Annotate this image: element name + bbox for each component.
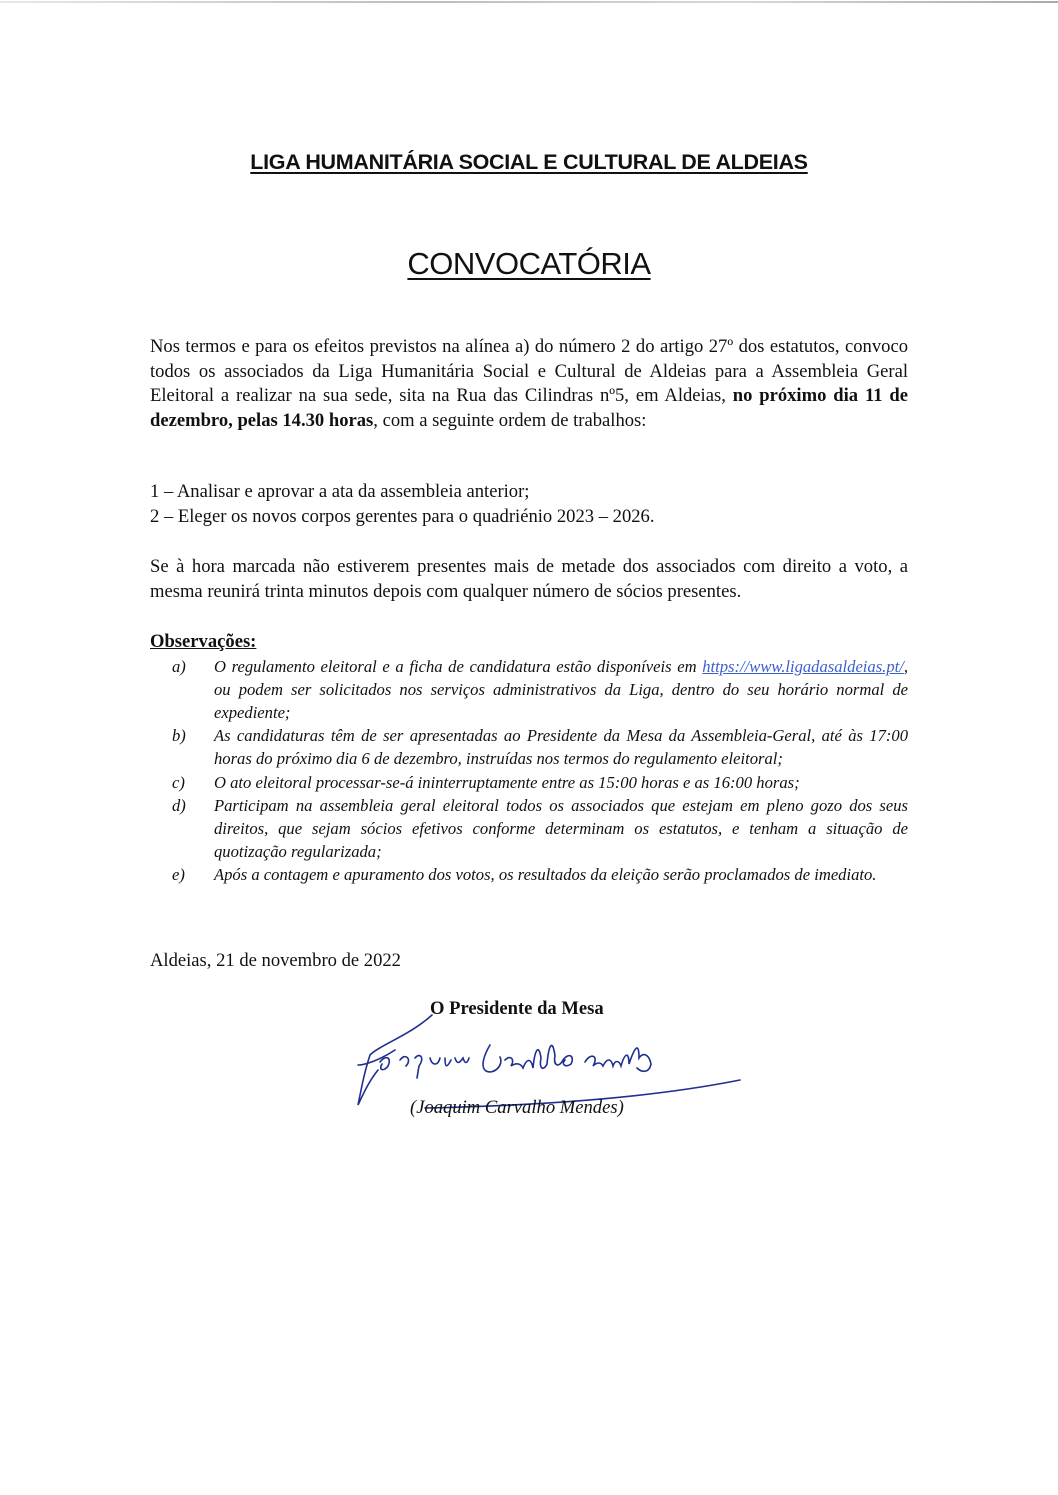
document-title: CONVOCATÓRIA xyxy=(407,246,651,281)
signature-stroke xyxy=(585,1048,651,1071)
observation-marker: e) xyxy=(172,865,185,885)
observation-text-start: O regulamento eleitoral e a ficha de candidatura estão disponíveis em xyxy=(214,656,703,676)
observations-heading: Observações: xyxy=(150,631,257,652)
scan-edge-line xyxy=(0,1,1058,3)
observations-list xyxy=(150,655,908,887)
observation-marker: b) xyxy=(172,726,186,746)
observation-text: Participam na assembleia geral eleitoral todos os associados que estejam em pleno gozo dos seus direitos, que sejam sócios efetivos conforme determinam os estatutos, e tenham a situação de quotização regularizada; xyxy=(214,795,908,862)
signature-stroke xyxy=(380,1056,469,1078)
signer-title: O Presidente da Mesa xyxy=(430,998,604,1019)
observation-item xyxy=(172,771,908,794)
place-and-date: Aldeias, 21 de novembro de 2022 xyxy=(150,950,401,971)
observation-text: As candidaturas têm de ser apresentadas ao Presidente da Mesa da Assembleia-Geral, até às 17:00 horas do próximo dia 6 de dezembro, instruídas nos termos do regulamento eleitoral; xyxy=(214,726,908,769)
observation-marker: a) xyxy=(172,656,186,676)
observation-text: O ato eleitoral processar-se-á ininterruptamente entre as 15:00 horas e as 16:00 horas; xyxy=(214,772,800,792)
agenda-list xyxy=(150,480,908,529)
website-link[interactable]: https://www.ligadasaldeias.pt/ xyxy=(702,656,904,676)
observation-text: Após a contagem e apuramento dos votos, os resultados da eleição serão proclamados de imediato. xyxy=(214,865,877,885)
observations-section xyxy=(150,630,908,887)
agenda-item: 2 – Eleger os novos corpos gerentes para o quadriénio 2023 – 2026. xyxy=(150,505,655,527)
observation-marker: d) xyxy=(172,795,186,815)
meeting-date-time: no próximo dia 11 de dezembro, pelas 14.30 horas xyxy=(150,385,908,431)
observation-item xyxy=(172,794,908,864)
intro-text-end: , com a seguinte ordem de trabalhos: xyxy=(373,409,647,431)
organization-title: LIGA HUMANITÁRIA SOCIAL E CULTURAL DE ALDEIAS xyxy=(250,150,808,174)
observation-text xyxy=(214,655,908,725)
observation-marker: c) xyxy=(172,772,185,792)
intro-paragraph xyxy=(150,335,908,433)
observation-text-end: , ou podem ser solicitados nos serviços administrativos da Liga, dentro do seu horário normal de expediente; xyxy=(214,656,908,722)
quorum-paragraph: Se à hora marcada não estiverem presentes mais de metade dos associados com direito a voto, a mesma reunirá trinta minutos depois com qualquer número de sócios presentes. xyxy=(150,556,908,602)
observation-item xyxy=(172,724,908,770)
observation-item xyxy=(172,863,908,886)
signature-stroke xyxy=(358,1015,432,1105)
agenda-item: 1 – Analisar e aprovar a ata da assembleia anterior; xyxy=(150,481,530,502)
signature-stroke xyxy=(483,1045,572,1072)
observation-item xyxy=(172,655,908,725)
signer-name: (Joaquim Carvalho Mendes) xyxy=(410,1097,624,1118)
intro-text: Nos termos e para os efeitos previstos na alínea a) do número 2 do artigo 27º dos estatutos, convoco todos os associados da Liga Humanitária Social e Cultural de Aldeias para a Assembleia Geral Eleitoral a realizar na sua sede, sita na Rua das Cilindras nº5, em Aldeias, xyxy=(150,336,908,407)
